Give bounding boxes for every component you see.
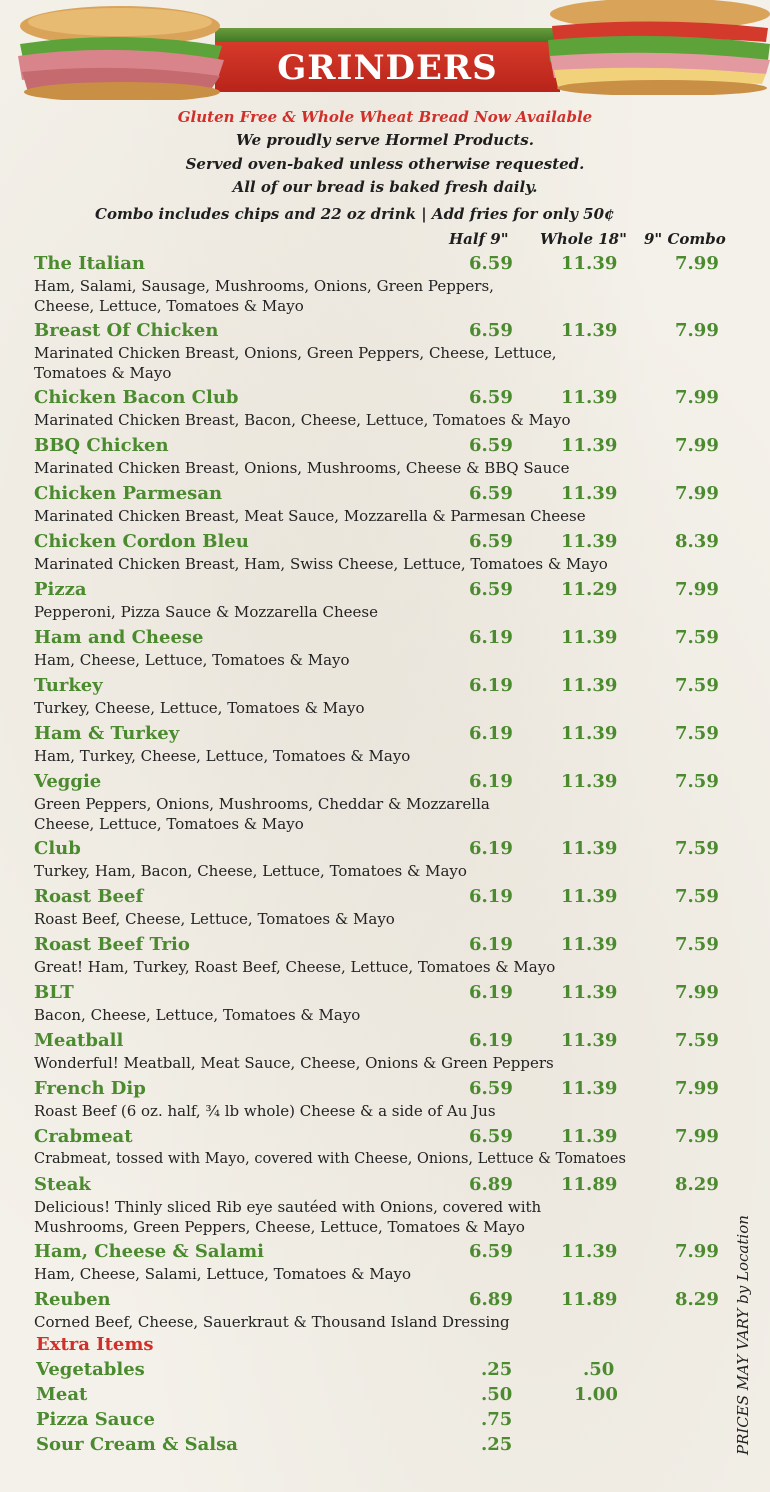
extra-name: Meat	[36, 1384, 88, 1405]
extra-name: Sour Cream & Salsa	[36, 1434, 238, 1455]
price-half: 6.59	[469, 435, 513, 456]
item-name: Chicken Bacon Club	[34, 387, 239, 408]
item-name: BLT	[34, 982, 74, 1003]
item-name: Roast Beef Trio	[34, 934, 190, 955]
item-description: Great! Ham, Turkey, Roast Beef, Cheese, Lettuce, Tomatoes & Mayo	[34, 958, 556, 976]
oven-baked-note: Served oven-baked unless otherwise requested.	[185, 155, 585, 173]
item-name: Steak	[34, 1174, 91, 1195]
price-half: 6.19	[469, 675, 513, 696]
price-half: 6.59	[469, 531, 513, 552]
price-half: 6.89	[469, 1289, 513, 1310]
price-combo: 7.59	[675, 1030, 719, 1051]
price-combo: 7.59	[675, 723, 719, 744]
column-header-combo: 9" Combo	[644, 230, 726, 248]
price-whole: 11.39	[561, 1030, 618, 1051]
price-combo: 7.99	[675, 253, 719, 274]
item-name: Turkey	[34, 675, 103, 696]
price-half: 6.19	[469, 723, 513, 744]
price-combo: 7.99	[675, 1126, 719, 1147]
item-name: Roast Beef	[34, 886, 144, 907]
price-combo: 7.99	[675, 320, 719, 341]
item-description: Wonderful! Meatball, Meat Sauce, Cheese, Onions & Green Peppers	[34, 1054, 554, 1072]
price-half: 6.59	[469, 483, 513, 504]
price-combo: 7.59	[675, 627, 719, 648]
item-description: Crabmeat, tossed with Mayo, covered with Cheese, Onions, Lettuce & Tomatoes	[34, 1151, 626, 1167]
price-half: 6.89	[469, 1174, 513, 1195]
item-name: BBQ Chicken	[34, 435, 169, 456]
item-name: Ham, Cheese & Salami	[34, 1241, 264, 1262]
price-whole: 11.39	[561, 1078, 618, 1099]
item-description: Marinated Chicken Breast, Ham, Swiss Cheese, Lettuce, Tomatoes & Mayo	[34, 555, 608, 573]
price-combo: 7.99	[675, 435, 719, 456]
extra-price-half: .25	[481, 1434, 513, 1455]
bread-availability-note: Gluten Free & Whole Wheat Bread Now Available	[177, 108, 593, 126]
price-half: 6.19	[469, 627, 513, 648]
sub-sandwich-icon	[540, 0, 770, 95]
menu-title: GRINDERS	[277, 48, 498, 88]
item-name: The Italian	[34, 253, 146, 274]
item-name: Breast Of Chicken	[34, 320, 219, 341]
price-whole: 11.39	[561, 627, 618, 648]
item-description: Pepperoni, Pizza Sauce & Mozzarella Cheese	[34, 603, 378, 621]
item-description: Corned Beef, Cheese, Sauerkraut & Thousand Island Dressing	[34, 1313, 510, 1331]
price-whole: 11.39	[561, 771, 618, 792]
price-half: 6.59	[469, 1126, 513, 1147]
price-combo: 8.39	[675, 531, 719, 552]
item-description: Delicious! Thinly sliced Rib eye sautéed with Onions, covered with Mushrooms, Green Peppers, Cheese, Lettuce, Tomatoes & Mayo	[34, 1198, 542, 1236]
price-half: 6.59	[469, 253, 513, 274]
item-name: French Dip	[34, 1078, 146, 1099]
price-whole: 11.39	[561, 675, 618, 696]
item-description: Marinated Chicken Breast, Meat Sauce, Mozzarella & Parmesan Cheese	[34, 507, 586, 525]
price-whole: 11.39	[561, 1126, 618, 1147]
extra-name: Pizza Sauce	[36, 1409, 155, 1430]
price-combo: 7.99	[675, 982, 719, 1003]
item-name: Ham & Turkey	[34, 723, 180, 744]
menu-banner	[0, 0, 770, 110]
price-half: 6.59	[469, 320, 513, 341]
price-half: 6.59	[469, 579, 513, 600]
price-whole: 11.29	[561, 579, 618, 600]
price-combo: 7.59	[675, 886, 719, 907]
price-half: 6.19	[469, 982, 513, 1003]
item-description: Ham, Cheese, Salami, Lettuce, Tomatoes & Mayo	[34, 1265, 412, 1283]
price-combo: 7.99	[675, 579, 719, 600]
item-name: Ham and Cheese	[34, 627, 204, 648]
item-name: Reuben	[34, 1289, 111, 1310]
price-whole: 11.89	[561, 1174, 618, 1195]
price-whole: 11.39	[561, 320, 618, 341]
item-description: Marinated Chicken Breast, Onions, Green Peppers, Cheese, Lettuce, Tomatoes & Mayo	[34, 344, 557, 382]
price-half: 6.19	[469, 771, 513, 792]
price-whole: 11.39	[561, 483, 618, 504]
bread-fresh-note: All of our bread is baked fresh daily.	[232, 178, 538, 196]
price-whole: 11.39	[561, 435, 618, 456]
price-whole: 11.39	[561, 982, 618, 1003]
price-combo: 7.59	[675, 771, 719, 792]
hormel-note: We proudly serve Hormel Products.	[236, 131, 534, 149]
price-half: 6.19	[469, 934, 513, 955]
price-whole: 11.39	[561, 253, 618, 274]
item-description: Turkey, Cheese, Lettuce, Tomatoes & Mayo	[34, 699, 365, 717]
column-header-whole: Whole 18"	[540, 230, 627, 248]
price-combo: 7.59	[675, 675, 719, 696]
item-description: Ham, Cheese, Lettuce, Tomatoes & Mayo	[34, 651, 350, 669]
banner-green-stripe	[215, 28, 560, 42]
item-name: Pizza	[34, 579, 87, 600]
item-description: Marinated Chicken Breast, Bacon, Cheese, Lettuce, Tomatoes & Mayo	[34, 411, 571, 429]
price-half: 6.19	[469, 886, 513, 907]
price-half: 6.19	[469, 838, 513, 859]
item-name: Chicken Cordon Bleu	[34, 531, 249, 552]
item-description: Ham, Salami, Sausage, Mushrooms, Onions, Green Peppers, Cheese, Lettuce, Tomatoes & Mayo	[34, 277, 494, 315]
price-whole: 11.39	[561, 387, 618, 408]
extra-price-whole: .50	[583, 1359, 615, 1380]
price-whole: 11.39	[561, 934, 618, 955]
price-whole: 11.39	[561, 886, 618, 907]
price-combo: 7.99	[675, 483, 719, 504]
price-half: 6.59	[469, 1241, 513, 1262]
item-description: Turkey, Ham, Bacon, Cheese, Lettuce, Tomatoes & Mayo	[34, 862, 467, 880]
price-half: 6.59	[469, 1078, 513, 1099]
item-name: Crabmeat	[34, 1126, 133, 1147]
extra-name: Vegetables	[36, 1359, 145, 1380]
extra-price-whole: 1.00	[574, 1384, 618, 1405]
item-description: Bacon, Cheese, Lettuce, Tomatoes & Mayo	[34, 1006, 361, 1024]
price-whole: 11.39	[561, 1241, 618, 1262]
prices-vary-note: PRICES MAY VARY by Location	[734, 1215, 752, 1455]
price-whole: 11.39	[561, 723, 618, 744]
price-whole: 11.39	[561, 531, 618, 552]
price-combo: 7.99	[675, 1078, 719, 1099]
price-combo: 7.99	[675, 1241, 719, 1262]
sub-sandwich-icon	[12, 4, 227, 100]
item-name: Veggie	[34, 771, 102, 792]
item-description: Green Peppers, Onions, Mushrooms, Cheddar & Mozzarella Cheese, Lettuce, Tomatoes & Mayo	[34, 795, 490, 833]
extra-price-half: .50	[481, 1384, 513, 1405]
column-header-half: Half 9"	[449, 230, 509, 248]
price-whole: 11.39	[561, 838, 618, 859]
item-description: Ham, Turkey, Cheese, Lettuce, Tomatoes & Mayo	[34, 747, 411, 765]
price-combo: 7.99	[675, 387, 719, 408]
item-name: Club	[34, 838, 81, 859]
extra-items-heading: Extra Items	[36, 1334, 154, 1355]
extra-price-half: .25	[481, 1359, 513, 1380]
item-name: Chicken Parmesan	[34, 483, 223, 504]
item-description: Roast Beef, Cheese, Lettuce, Tomatoes & Mayo	[34, 910, 395, 928]
price-half: 6.19	[469, 1030, 513, 1051]
price-combo: 7.59	[675, 934, 719, 955]
price-whole: 11.89	[561, 1289, 618, 1310]
combo-note: Combo includes chips and 22 oz drink | Add fries for only 50¢	[95, 205, 615, 223]
price-combo: 8.29	[675, 1289, 719, 1310]
item-name: Meatball	[34, 1030, 124, 1051]
price-half: 6.59	[469, 387, 513, 408]
price-combo: 7.59	[675, 838, 719, 859]
extra-price-half: .75	[481, 1409, 513, 1430]
price-combo: 8.29	[675, 1174, 719, 1195]
item-description: Roast Beef (6 oz. half, ¾ lb whole) Cheese & a side of Au Jus	[34, 1102, 496, 1120]
item-description: Marinated Chicken Breast, Onions, Mushrooms, Cheese & BBQ Sauce	[34, 459, 570, 477]
